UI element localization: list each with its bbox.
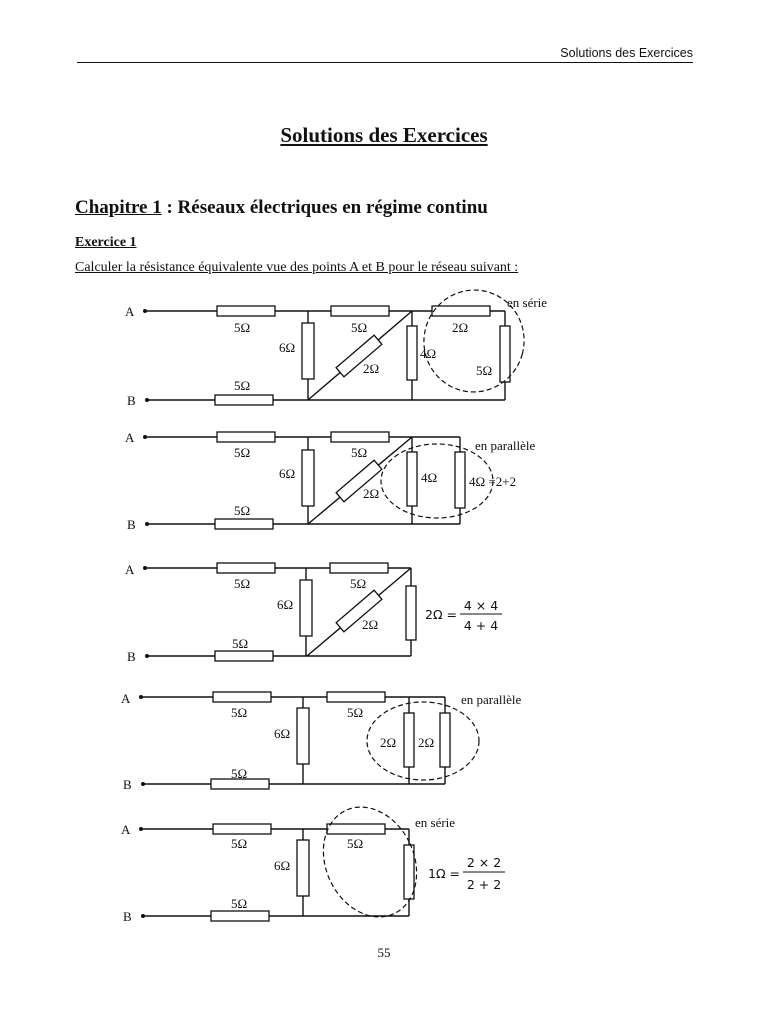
- resistor-label: 2Ω: [452, 320, 469, 335]
- resistor-label: 5Ω: [231, 705, 248, 720]
- exercise-heading: Exercice 1: [75, 235, 137, 250]
- resistor: [404, 845, 414, 899]
- resistor-label: 5Ω: [234, 503, 251, 518]
- circuit-step-5: [121, 792, 505, 933]
- circuit-step-2: [125, 430, 535, 532]
- resistor: [330, 563, 388, 573]
- resistor: [215, 519, 273, 529]
- resistor: [217, 306, 275, 316]
- fraction-numerator: 4 × 4: [463, 598, 499, 613]
- annotation-en-parallele: en parallèle: [475, 438, 536, 453]
- resistor: [217, 432, 275, 442]
- resistor-label: 5Ω: [234, 320, 251, 335]
- resistor-label: 5Ω: [231, 836, 248, 851]
- resistor-label: 6Ω: [279, 466, 296, 481]
- resistor: [440, 713, 450, 767]
- terminal-b: B: [127, 517, 136, 532]
- terminal-a: A: [121, 691, 131, 706]
- resistor: [217, 563, 275, 573]
- resistor-label: 5Ω: [347, 836, 364, 851]
- resistor: [407, 326, 417, 380]
- resistor-label: 5Ω: [231, 896, 248, 911]
- annotation-en-parallele: en parallèle: [461, 692, 522, 707]
- fraction-denominator: 2 + 2: [466, 877, 502, 892]
- resistor-label: 2Ω: [380, 735, 397, 750]
- resistor: [302, 323, 314, 379]
- resistor: [213, 824, 271, 834]
- resistor-label: 5Ω: [347, 705, 364, 720]
- resistor-label: 2Ω: [362, 617, 379, 632]
- circuit-step-4: [121, 691, 521, 792]
- resistor: [500, 326, 510, 382]
- circuit-step-1: [125, 279, 547, 408]
- terminal-b: B: [123, 777, 132, 792]
- resistor: [211, 911, 269, 921]
- resistor-label: 2Ω: [363, 486, 380, 501]
- resistor-label: 5Ω: [234, 378, 251, 393]
- terminal-a: A: [125, 304, 135, 319]
- terminal-a: A: [125, 430, 135, 445]
- resistor-label: 2Ω: [363, 361, 380, 376]
- resistor-label: 6Ω: [279, 340, 296, 355]
- page-title: Solutions des Exercices: [280, 123, 488, 147]
- resistor-label: 5Ω: [351, 320, 368, 335]
- resistor: [300, 580, 312, 636]
- resistor: [327, 692, 385, 702]
- resistor-label: 5Ω: [234, 576, 251, 591]
- fraction-denominator: 4 + 4: [463, 618, 499, 633]
- terminal-b: B: [127, 649, 136, 664]
- terminal-b: B: [123, 909, 132, 924]
- exercise-instruction: Calculer la résistance équivalente vue des points A et B pour le réseau suivant :: [75, 260, 519, 275]
- resistor: [215, 395, 273, 405]
- terminal-a: A: [121, 822, 131, 837]
- equivalent-lhs: 1Ω =: [428, 866, 460, 881]
- resistor: [455, 452, 465, 508]
- resistor: [302, 450, 314, 506]
- fraction-numerator: 2 × 2: [466, 855, 502, 870]
- resistor-label: 6Ω: [277, 597, 294, 612]
- equivalent-note: 4Ω =2+2: [469, 474, 517, 489]
- resistor: [297, 840, 309, 896]
- resistor: [327, 824, 385, 834]
- grouping-outline: [306, 792, 434, 933]
- resistor-label: 6Ω: [274, 858, 291, 873]
- resistor: [406, 586, 416, 640]
- resistor: [331, 306, 389, 316]
- running-header-title: Solutions des Exercices: [560, 46, 693, 60]
- resistor: [297, 708, 309, 764]
- resistor: [407, 452, 417, 506]
- page-number: 55: [377, 945, 391, 960]
- resistor-label: 4Ω: [421, 470, 438, 485]
- resistor-label: 5Ω: [232, 636, 249, 651]
- annotation-en-serie: en série: [507, 295, 548, 310]
- equivalent-lhs: 2Ω =: [425, 607, 457, 622]
- chapter-label: Chapitre 1: [75, 197, 162, 218]
- terminal-b: B: [127, 393, 136, 408]
- resistor: [404, 713, 414, 767]
- resistor: [331, 432, 389, 442]
- circuit-step-3: [125, 562, 502, 664]
- resistor-label: 5Ω: [351, 445, 368, 460]
- resistor-label: 4Ω: [420, 346, 437, 361]
- chapter-title: : Réseaux électriques en régime continu: [161, 197, 488, 218]
- resistor-label: 5Ω: [234, 445, 251, 460]
- resistor-label: 6Ω: [274, 726, 291, 741]
- resistor-label: 2Ω: [418, 735, 435, 750]
- resistor: [215, 651, 273, 661]
- resistor-label: 5Ω: [476, 363, 493, 378]
- annotation-en-serie: en série: [415, 815, 456, 830]
- resistor: [213, 692, 271, 702]
- wire: [145, 568, 411, 656]
- resistor-label: 5Ω: [350, 576, 367, 591]
- wire: [141, 697, 445, 784]
- resistor-label: 5Ω: [231, 766, 248, 781]
- terminal-a: A: [125, 562, 135, 577]
- resistor: [432, 306, 490, 316]
